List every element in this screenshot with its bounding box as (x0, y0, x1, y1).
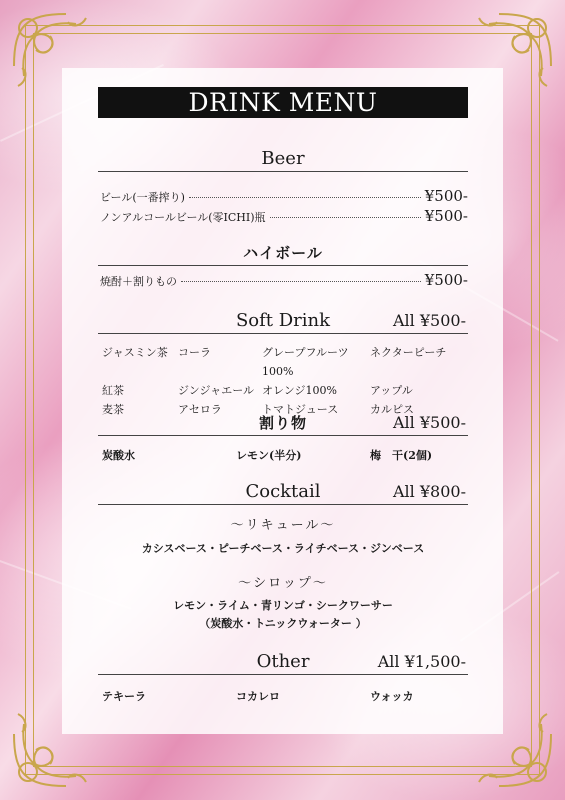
list-item: レモン(半分) (236, 449, 302, 462)
list-item: オレンジ100% (262, 384, 337, 397)
dot-leader (189, 197, 421, 198)
list-item: ウォッカ (370, 690, 414, 703)
beer-section-header (98, 147, 468, 172)
mixers-list (102, 446, 470, 465)
ornament-corner-icon (6, 6, 106, 106)
other-list (102, 687, 470, 706)
list-item: 紅茶 (102, 384, 124, 397)
cocktail-section-header (98, 480, 468, 505)
list-item: 炭酸水 (102, 449, 135, 462)
cocktail-heading: Cocktail (245, 481, 321, 502)
highball-section-header (98, 241, 468, 266)
item-name: 焼酎＋割りもの (100, 275, 177, 288)
soft-drink-section-header (98, 309, 468, 334)
list-item: ネクターピーチ (370, 346, 447, 359)
list-item: トマトジュース (262, 403, 339, 416)
item-price: ¥500- (424, 207, 468, 225)
list-item: ジャスミン茶 (102, 346, 168, 359)
list-item: カルピス (370, 403, 414, 416)
liqueur-heading: ～リキュール～ (230, 518, 336, 533)
item-name: ノンアルコールビール(零ICHI)瓶 (100, 211, 266, 224)
syrup-heading: ～シロップ～ (238, 576, 328, 591)
mixers-section-header (98, 411, 468, 436)
list-item: アセロラ (178, 403, 222, 416)
list-item: グレープフルーツ100% (262, 346, 349, 378)
item-price: ¥500- (424, 271, 468, 289)
list-item: テキーラ (102, 690, 146, 703)
other-heading: Other (256, 651, 310, 672)
list-item: アップル (370, 384, 413, 397)
list-item: ジンジャエール (178, 384, 255, 397)
item-price: ¥500- (424, 187, 468, 205)
mixers-price: All ¥500- (393, 413, 466, 432)
liqueur-list: カシスベース・ピーチベース・ライチベース・ジンベース (141, 542, 425, 555)
ornament-corner-icon (6, 694, 106, 794)
list-item: 麦茶 (102, 403, 124, 416)
other-price: All ¥1,500- (377, 652, 466, 671)
list-item: コカレロ (236, 690, 280, 703)
highball-heading: ハイボール (243, 244, 323, 262)
soft-drink-price: All ¥500- (393, 311, 466, 330)
menu-title: DRINK MENU (98, 87, 468, 118)
list-item: コーラ (178, 346, 211, 359)
list-item (100, 271, 468, 291)
cocktail-price: All ¥800- (393, 482, 466, 501)
dot-leader (181, 281, 421, 282)
dot-leader (270, 217, 421, 218)
other-section-header (98, 650, 468, 675)
beer-heading: Beer (261, 148, 305, 169)
ornament-corner-icon (459, 694, 559, 794)
list-item (100, 207, 468, 227)
soft-drink-list (102, 343, 462, 419)
syrup-note: （炭酸水・トニックウォーター ） (199, 617, 367, 630)
list-item: 梅 干(2個) (370, 449, 433, 462)
list-item (100, 187, 468, 207)
ornament-corner-icon (459, 6, 559, 106)
mixers-heading: 割り物 (258, 414, 307, 432)
syrup-list: レモン・ライム・青リンゴ・シークワーサー (173, 599, 393, 612)
item-name: ビール(一番搾り) (100, 191, 185, 204)
soft-drink-heading: Soft Drink (235, 310, 331, 331)
